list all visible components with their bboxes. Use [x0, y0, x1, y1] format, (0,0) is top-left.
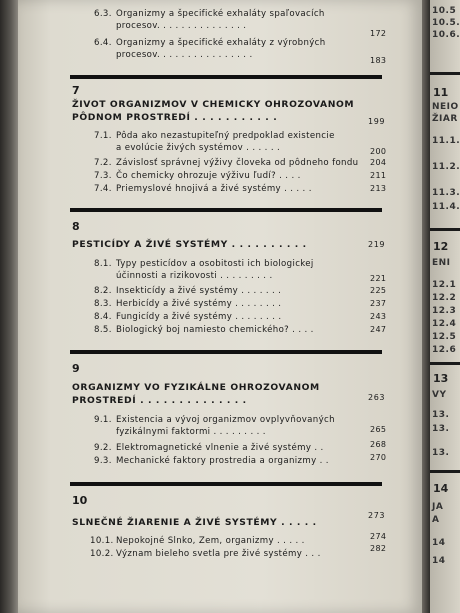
right-text: 12.6	[432, 345, 457, 355]
right-divider	[430, 228, 460, 231]
entry-number: 8.3.	[94, 299, 112, 309]
chapter-number: 9	[72, 362, 80, 375]
entry-title: Existencia a vývoj organizmov ovplyvňovaných	[116, 415, 335, 425]
entry-title: Biologický boj namiesto chemického? . . . .	[116, 325, 314, 335]
chapter-number: 7	[72, 84, 80, 97]
entry-title: Mechanické faktory prostredia a organizmy . .	[116, 456, 329, 466]
entry-page: 274	[370, 532, 387, 541]
right-text: 10.5.	[432, 18, 460, 28]
entry-page: 268	[370, 440, 387, 449]
entry-title: Elektromagnetické vlnenie a živé systémy . .	[116, 443, 324, 453]
chapter-divider	[70, 482, 382, 486]
entry-page: 225	[370, 286, 387, 295]
right-text: A	[432, 515, 440, 525]
entry-title: Priemyslové hnojivá a živé systémy . . . . .	[116, 184, 312, 194]
entry-page: 247	[370, 325, 387, 334]
chapter-title-text: PESTICÍDY A ŽIVÉ SYSTÉMY . . . . . . . . . .	[72, 239, 307, 250]
right-text: 11.3.	[432, 188, 460, 198]
chapter-title-text: SLNEČNÉ ŽIARENIE A ŽIVÉ SYSTÉMY . . . . .	[72, 517, 317, 528]
right-text: 12.2	[432, 293, 457, 303]
entry-number: 7.3.	[94, 171, 112, 181]
chapter-title-cont	[72, 393, 386, 407]
right-divider	[430, 470, 460, 473]
right-text: 10.5	[432, 6, 457, 16]
entry-number: 10.1.	[90, 536, 114, 546]
entry-title: Organizmy a špecifické exhaláty z výrobných	[116, 38, 326, 48]
left-page	[18, 0, 422, 613]
entry-number: 8.4.	[94, 312, 112, 322]
entry-title-cont: procesov. . . . . . . . . . . . . . .	[116, 21, 247, 31]
entry-title: Herbicídy a živé systémy . . . . . . . .	[116, 299, 282, 309]
entry-page: 211	[370, 171, 387, 180]
right-text: 13.	[432, 424, 450, 434]
right-text: 14	[432, 538, 446, 548]
right-text: 11.4.	[432, 202, 460, 212]
chapter-title	[72, 238, 386, 251]
entry-page: 221	[370, 274, 387, 283]
entry-number: 8.5.	[94, 325, 112, 335]
entry-title-cont: účinnosti a rizikovosti . . . . . . . . .	[116, 271, 273, 281]
entry-title: Nepokojné Slnko, Zem, organizmy . . . . .	[116, 536, 305, 546]
chapter-title-text: PROSTREDÍ . . . . . . . . . . . . . .	[72, 395, 247, 406]
chapter-divider	[70, 350, 382, 354]
chapter-page: 273	[368, 511, 386, 520]
page-gutter	[422, 0, 430, 613]
entry-title-cont: fyzikálnymi faktormi . . . . . . . . .	[116, 427, 266, 437]
right-text: 13.	[432, 410, 450, 420]
right-text: 12.5	[432, 332, 457, 342]
chapter-divider	[70, 75, 382, 79]
chapter-title: ORGANIZMY VO FYZIKÁLNE OHROZOVANOM	[72, 382, 320, 393]
right-text: 14	[432, 556, 446, 566]
right-chapter-number: 11	[433, 86, 449, 99]
chapter-title-text: PÔDNOM PROSTREDÍ . . . . . . . . . . .	[72, 112, 278, 123]
chapter-divider	[70, 208, 382, 212]
entry-title-cont: procesov. . . . . . . . . . . . . . . .	[116, 50, 253, 60]
right-text: 13.	[432, 448, 450, 458]
right-text: VY	[432, 390, 447, 400]
chapter-number: 10	[72, 494, 88, 507]
right-text: 11.2.	[432, 162, 460, 172]
book-spine	[0, 0, 18, 613]
chapter-title: ŽIVOT ORGANIZMOV V CHEMICKY OHROZOVANOM	[72, 99, 355, 110]
chapter-page: 219	[368, 240, 386, 249]
entry-page: 172	[370, 29, 387, 38]
right-chapter-number: 13	[433, 372, 449, 385]
entry-number: 9.1.	[94, 415, 112, 425]
entry-number: 10.2.	[90, 549, 114, 559]
chapter-page: 263	[368, 393, 386, 402]
right-text: ENI	[432, 258, 451, 268]
entry-page: 204	[370, 158, 387, 167]
entry-page: 243	[370, 312, 387, 321]
right-text: ŽIAR	[432, 114, 458, 124]
entry-number: 7.4.	[94, 184, 112, 194]
entry-title: Pôda ako nezastupiteľný predpoklad existencie	[116, 131, 335, 141]
entry-title: Význam bieleho svetla pre živé systémy . . .	[116, 549, 321, 559]
right-page	[430, 0, 460, 613]
right-text: 10.6.	[432, 30, 460, 40]
entry-page: 237	[370, 299, 387, 308]
right-text: 12.3	[432, 306, 457, 316]
right-text: NEIO	[432, 102, 459, 112]
entry-number: 8.2.	[94, 286, 112, 296]
entry-title: Typy pesticídov a osobitosti ich biologickej	[116, 259, 314, 269]
right-chapter-number: 14	[433, 482, 449, 495]
entry-page: 213	[370, 184, 387, 193]
entry-title: Organizmy a špecifické exhaláty spaľovacích	[116, 9, 325, 19]
entry-page: 265	[370, 425, 387, 434]
chapter-number: 8	[72, 220, 80, 233]
chapter-title	[72, 511, 386, 529]
entry-page: 282	[370, 544, 387, 553]
right-divider	[430, 362, 460, 365]
chapter-page: 199	[368, 117, 386, 126]
entry-number: 9.2.	[94, 443, 112, 453]
entry-title: Čo chemicky ohrozuje výživu ľudí? . . . .	[116, 171, 301, 181]
entry-number: 6.4.	[94, 38, 112, 48]
entry-number: 7.2.	[94, 158, 112, 168]
entry-page: 270	[370, 453, 387, 462]
entry-number: 7.1.	[94, 131, 112, 141]
entry-title-cont: a evolúcie živých systémov . . . . . .	[116, 143, 281, 153]
entry-number: 9.3.	[94, 456, 112, 466]
right-text: 12.1	[432, 280, 457, 290]
entry-number: 6.3.	[94, 9, 112, 19]
entry-page: 200	[370, 147, 387, 156]
right-text: 11.1.	[432, 136, 460, 146]
entry-title: Insekticídy a živé systémy . . . . . . .	[116, 286, 282, 296]
entry-page: 183	[370, 56, 387, 65]
entry-title: Fungicídy a živé systémy . . . . . . . .	[116, 312, 282, 322]
entry-number: 8.1.	[94, 259, 112, 269]
entry-title: Závislosť správnej výživy človeka od pôdneho fondu	[116, 158, 359, 168]
chapter-title-cont	[72, 111, 386, 126]
right-chapter-number: 12	[433, 240, 449, 253]
right-text: JA	[432, 502, 444, 512]
right-text: 12.4	[432, 319, 457, 329]
right-divider	[430, 72, 460, 75]
